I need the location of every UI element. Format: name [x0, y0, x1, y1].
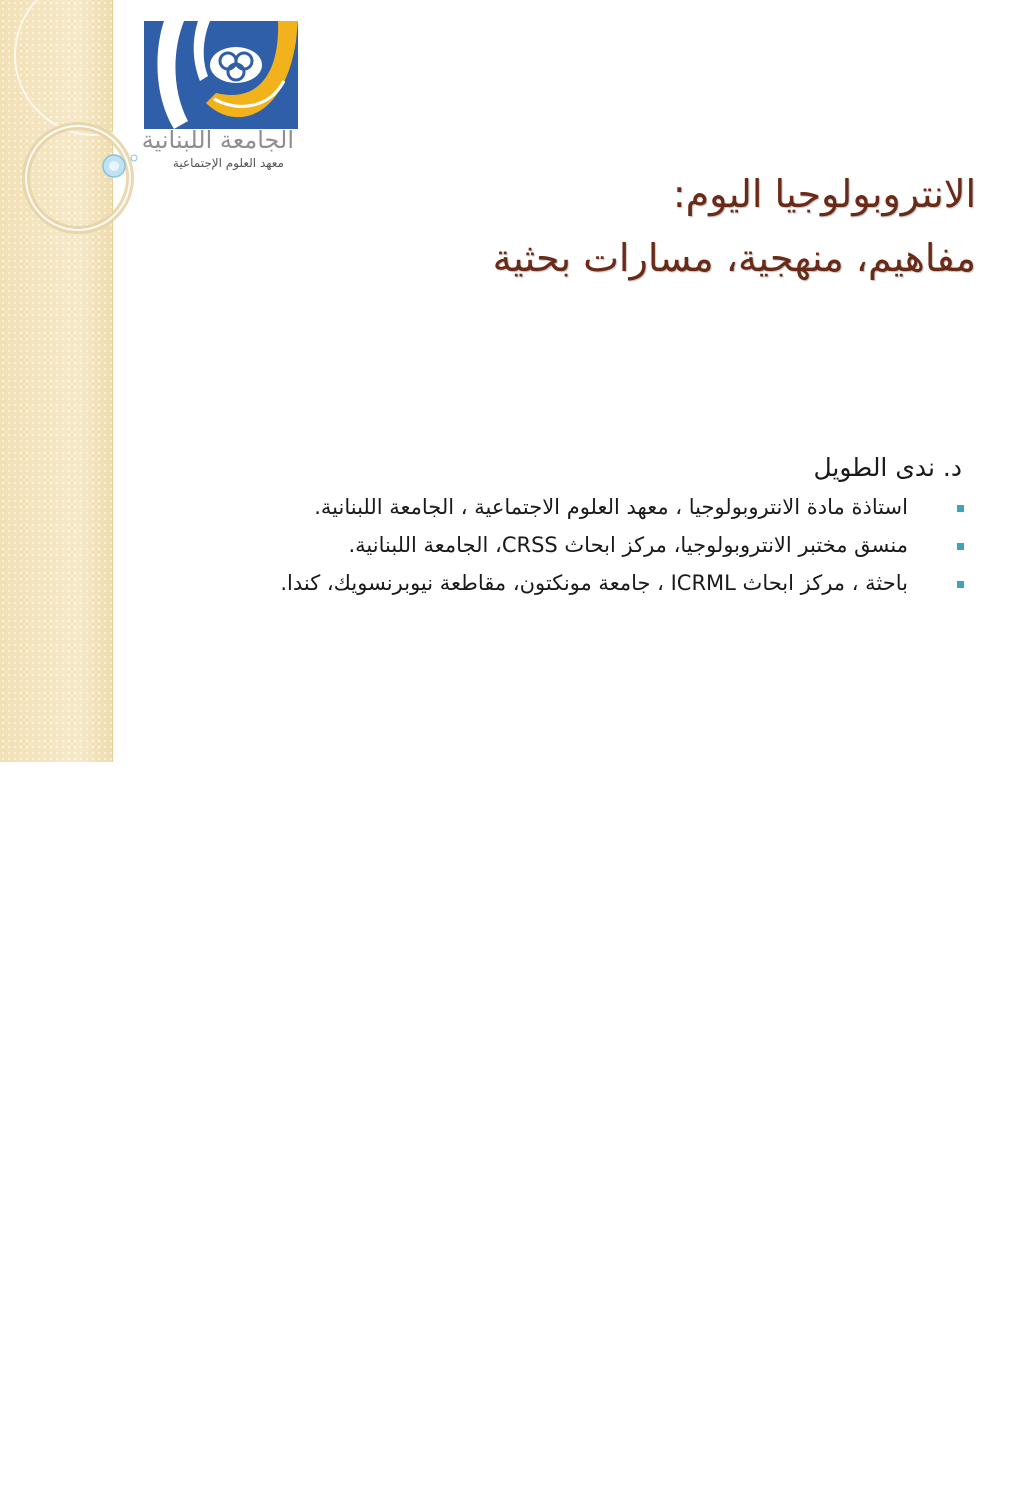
- logo-name: الجامعة اللبنانية: [141, 126, 294, 154]
- square-bullet-icon: [957, 581, 964, 588]
- affiliation-text: باحثة ، مركز ابحاث ICRML ، جامعة مونكتون، مقاطعة نيوبرنسويك، كندا.: [280, 571, 908, 595]
- logo-subtitle: معهد العلوم الإجتماعية: [172, 156, 284, 170]
- affiliation-list: [234, 494, 964, 608]
- affiliation-text: منسق مختبر الانتروبولوجيا، مركز ابحاث CRSS، الجامعة اللبنانية.: [348, 533, 908, 557]
- list-item: [234, 570, 964, 597]
- square-bullet-icon: [957, 505, 964, 512]
- slide-title: [276, 162, 976, 290]
- list-item: [234, 494, 964, 521]
- title-line: مفاهيم، منهجية، مسارات بحثية: [492, 236, 976, 280]
- university-logo: [141, 21, 298, 174]
- square-bullet-icon: [957, 543, 964, 550]
- title-line: الانتروبولوجيا اليوم:: [672, 172, 976, 216]
- affiliation-text: استاذة مادة الانتروبولوجيا ، معهد العلوم الاجتماعية ، الجامعة اللبنانية.: [314, 495, 908, 519]
- logo-emblem-icon: [144, 21, 298, 133]
- list-item: [234, 532, 964, 559]
- author-name: د. ندى الطويل: [813, 453, 962, 482]
